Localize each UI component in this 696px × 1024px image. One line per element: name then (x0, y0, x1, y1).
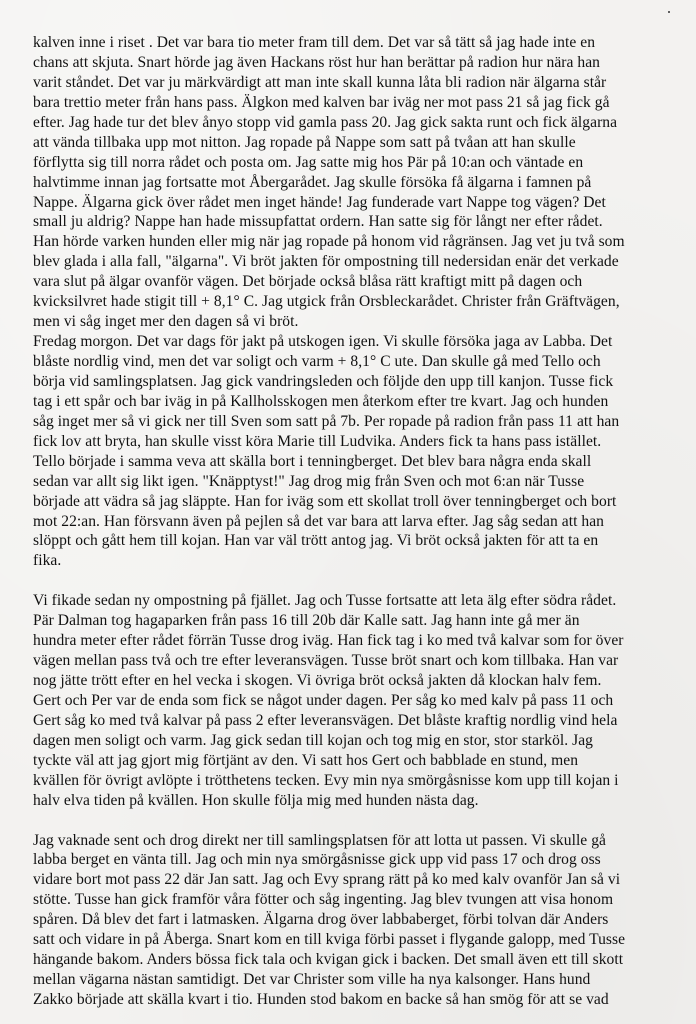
text-line: Vi fikade sedan ny ompostning på fjället. Jag och Tusse fortsatte att leta älg efter södra rådet. (33, 592, 617, 610)
text-line: Gert och Per var de enda som fick se något under dagen. Per såg ko med kalv på pass 11 och (33, 691, 614, 709)
text-line: kvällen för övrigt avlöpte i trötthetens tecken. Evy min nya smörgåsnisse kom upp till kojan i (33, 771, 619, 789)
text-line: vara slut på älgar ovanför vägen. Det började också blåsa rätt kraftigt mitt på dagen och (33, 273, 583, 291)
text-line: började att vädra så jag släppte. Han for iväg som ett skollat troll över tenningberget och bort (33, 492, 617, 510)
text-line: men vi såg inget mer den dagen så vi bröt. (33, 313, 299, 331)
text-line: Han hörde varken hunden eller mig när jag ropade på honom vid rågränsen. Jag vet ju två som (33, 233, 625, 251)
text-line: tag i ett spår och bar iväg in på Kallholsskogen men återkom efter tre kvart. Jag och hunden (33, 392, 609, 410)
text-line: varit ståndet. Det var ju märkvärdigt att man inte skall kunna låta bli radion när älgarna står (33, 73, 607, 91)
text-line: Jag vaknade sent och drog direkt ner till samlingsplatsen för att lotta ut passen. Vi skulle gå (33, 831, 606, 849)
text-line: stötte. Tusse han gick framför våra fötter och såg ingenting. Jag blev tvungen att visa honom (33, 891, 614, 909)
text-line: fick lov att bryta, han skulle visst köra Marie till Ludvika. Anders fick ta hans pass istället. (33, 432, 602, 450)
text-line: såg inget mer så vi gick ner till Sven som satt på 7b. Per ropade på radion från pass 11 att han (33, 412, 620, 430)
document-body (33, 33, 683, 1010)
text-line: Pär Dalman tog hagaparken från pass 16 till 20b där Kalle satt. Jag hann inte gå mer än (33, 612, 580, 630)
text-line: vidare bort mot pass 22 där Jan satt. Jag och Evy sprang rätt på ko med kalv ovanför Jan så vi (33, 871, 621, 889)
text-line: blev glada i alla fall, "älgarna". Vi bröt jakten för ompostning till nedersidan enär det verkade (33, 253, 619, 271)
text-line: kalven inne i riset . Det var bara tio meter fram till dem. Det var så tätt så jag hade inte en (33, 34, 596, 51)
text-line: kvicksilvret hade stigit till + 8,1° C. Jag utgick från Orsbleckarådet. Christer från Gräftvägen, (33, 293, 620, 311)
text-line: halvtimme innan jag fortsatte mot Åbergarådet. Jag skulle försöka få älgarna i famnen på (33, 173, 592, 191)
text-line: dagen men soligt och varm. Jag gick sedan till kojan och tog mig en stor, stor starköl. Jag (33, 731, 594, 749)
text-line: fika. (33, 552, 62, 570)
text-line: tyckte väl att jag gjort mig förtjänt av den. Vi satt hos Gert och babblade en stund, men (33, 751, 579, 769)
text-line: vägen mellan pass två och tre efter leveransvägen. Tusse bröt snart och kom tillbaka. Han var (33, 652, 619, 670)
text-line: mellan vägarna nästan samtidigt. Det var Christer som ville ha nya kalsonger. Hans hund (33, 971, 591, 989)
text-line: small ju aldrig? Nappe han hade missupfattat ordern. Han satte sig för långt ner efter rådet. (33, 213, 603, 231)
text-line: förflytta sig till norra rådet och posta om. Jag satte mig hos Pär på 10:an och väntade en (33, 153, 584, 171)
text-line: blåste nordlig vind, men det var soligt och varm + 8,1° C ute. Dan skulle gå med Tello och (33, 353, 601, 370)
speck-mark (668, 11, 670, 13)
paragraph-gap (33, 811, 683, 831)
text-line: Gert såg ko med två kalvar på pass 2 efter leveransvägen. Det blåste kraftig nordlig vind hela (33, 711, 618, 729)
text-line: sedan var allt sig likt igen. "Knäpptyst!" Jag drog mig från Sven och mot 6:an när Tusse (33, 472, 585, 490)
text-line: nog jätte trött efter en hel vecka i skogen. Vi övriga bröt också jakten då klockan halv fem. (33, 672, 602, 689)
text-line: bara trettio meter från hans pass. Älgkon med kalven bar iväg ner mot pass 21 så jag fick gå (33, 93, 610, 111)
text-line: Tello började i samma veva att skälla bort i tenningberget. Det blev bara några enda skall (33, 452, 592, 470)
text-line: hundra meter efter rådet förrän Tusse drog iväg. Han fick tag i ko med två kalvar som for över (33, 632, 624, 650)
text-line: börja vid samlingsplatsen. Jag gick vandringsleden och följde den upp till kanjon. Tusse fick (33, 372, 614, 390)
text-line: Zakko började att skälla kvart i tio. Hunden stod bakom en backe så han smög för att se vad (33, 991, 609, 1008)
text-line: slöppt och gått hem till kojan. Han var väl trött antog jag. Vi bröt också jakten för att ta en (33, 532, 599, 550)
text-line: mot 22:an. Han försvann även på pejlen så det var bara att larva efter. Jag såg sedan att han (33, 512, 604, 530)
text-line: spåren. Då blev det fart i latmasken. Älgarna drog över labbaberget, förbi tolvan där Anders (33, 911, 609, 929)
text-line: hängande bakom. Anders bössa fick tala och kvigan gick i backen. Det small även ett till skott (33, 951, 624, 969)
text-line: Fredag morgon. Det var dags för jakt på utskogen igen. Vi skulle försöka jaga av Labba. Det (33, 333, 613, 351)
text-line: satt och vidare in på Åberga. Snart kom en till kviga förbi passet i flygande galopp, med Tusse (33, 931, 626, 949)
text-line: halv elva tiden på kvällen. Hon skulle följa mig med hunden nästa dag. (33, 791, 479, 809)
text-line: Nappe. Älgarna gick över rådet men inget hände! Jag funderade vart Nappe tog vägen? Det (33, 193, 606, 211)
text-line: att vända tillbaka upp mot nitton. Jag ropade på Nappe som satt på tvåan att han skulle (33, 133, 576, 151)
text-line: chans att skjuta. Snart hörde jag även Hackans röst hur han berättar på radion hur nära han (33, 53, 600, 71)
text-line: labba berget en vänta till. Jag och min nya smörgåsnisse gick upp vid pass 17 och drog oss (33, 851, 601, 869)
text-line: efter. Jag hade tur det blev ånyo stopp vid gamla pass 20. Jag gick sakta runt och fick älgarna (33, 113, 618, 131)
paragraph-gap (33, 571, 683, 591)
